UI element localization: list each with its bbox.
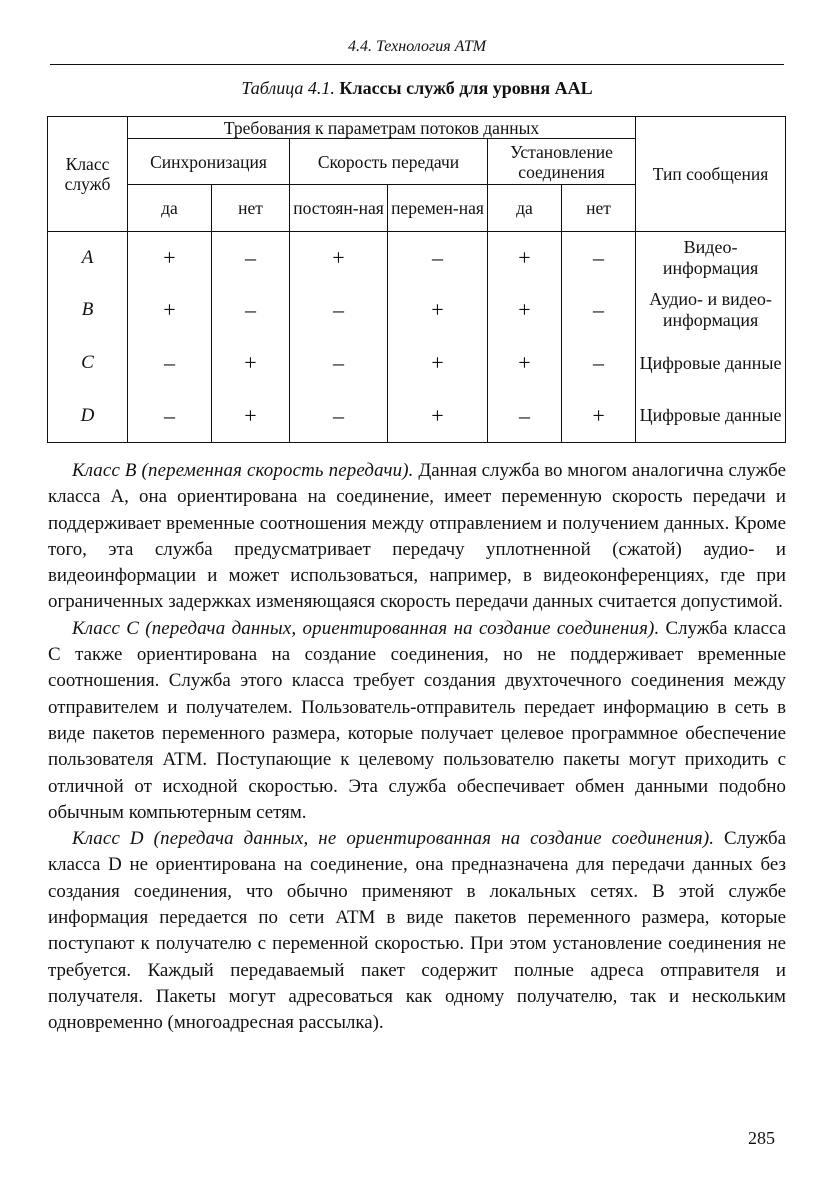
cell-rate-variable: – bbox=[388, 232, 488, 284]
header-rule bbox=[50, 64, 784, 65]
paragraph-class-c bbox=[48, 616, 786, 826]
cell-rate-variable: + bbox=[388, 390, 488, 443]
header-synchronization: Синхронизация bbox=[128, 139, 290, 185]
paragraph-class-b bbox=[48, 458, 786, 616]
cell-sync-no: – bbox=[212, 232, 290, 284]
header-sync-no: нет bbox=[212, 185, 290, 232]
cell-rate-constant: – bbox=[290, 284, 388, 337]
running-head: 4.4. Технология ATM bbox=[347, 38, 487, 55]
row-class-label: D bbox=[48, 390, 128, 443]
cell-rate-constant: – bbox=[290, 337, 388, 390]
paragraph-lead: Класс B (переменная скорость передачи). bbox=[72, 460, 414, 481]
cell-conn-yes: + bbox=[488, 337, 562, 390]
table-caption-number: Таблица 4.1. bbox=[241, 78, 335, 98]
cell-rate-variable: + bbox=[388, 337, 488, 390]
cell-rate-constant: + bbox=[290, 232, 388, 284]
table-row bbox=[48, 337, 786, 390]
body-text bbox=[48, 458, 786, 1037]
cell-sync-yes: + bbox=[128, 232, 212, 284]
cell-conn-no: – bbox=[562, 337, 636, 390]
cell-sync-yes: – bbox=[128, 390, 212, 443]
header-flow-requirements: Требования к параметрам потоков данных bbox=[128, 117, 636, 139]
row-class-label: C bbox=[48, 337, 128, 390]
header-transfer-rate: Скорость передачи bbox=[290, 139, 488, 185]
cell-rate-variable: + bbox=[388, 284, 488, 337]
header-message-type: Тип сообщения bbox=[636, 117, 786, 232]
service-classes-table bbox=[47, 116, 786, 443]
cell-sync-yes: + bbox=[128, 284, 212, 337]
cell-conn-yes: + bbox=[488, 232, 562, 284]
cell-message-type: Видео-информация bbox=[636, 232, 786, 284]
header-service-class: Класс служб bbox=[48, 117, 128, 232]
header-rate-constant: постоян-ная bbox=[290, 185, 388, 232]
paragraph-body: Данная служба во многом аналогична службе класса A, она ориентирована на соединение, имеет переменную скорость передачи и поддерживает временные соотношения между отправлением и получением данных. Кроме того, эта служба предусматривает передачу уплотненной (сжатой) аудио- и видеоинформации и может использоваться, например, в видеоконференциях, где при ограниченных задержках изменяющаяся скорость передачи данных считается допустимой. bbox=[48, 460, 786, 613]
cell-conn-yes: – bbox=[488, 390, 562, 443]
cell-conn-no: – bbox=[562, 232, 636, 284]
page-number: 285 bbox=[748, 1128, 775, 1148]
paragraph-body: Служба класса D не ориентирована на соединение, она предназначена для передачи данных без создания соединения, что обычно применяют в локальных сетях. В этой службе информация передается по сети ATM в виде пакетов переменного размера, которые поступают к получателю с переменной скоростью. При этом установление соединения не требуется. Каждый передаваемый пакет содержит полные адреса отправителя и получателя. Пакеты могут адресоваться как одному получателю, так и нескольким одновременно (многоадресная рассылка). bbox=[48, 828, 786, 1034]
paragraph-class-d bbox=[48, 826, 786, 1036]
cell-conn-no: + bbox=[562, 390, 636, 443]
paragraph-lead: Класс C (передача данных, ориентированная на создание соединения). bbox=[72, 617, 660, 639]
cell-rate-constant: – bbox=[290, 390, 388, 443]
header-sync-yes: да bbox=[128, 185, 212, 232]
cell-message-type: Цифровые данные bbox=[636, 390, 786, 443]
header-connection-setup: Установление соединения bbox=[488, 139, 636, 185]
cell-message-type: Аудио- и видео-информация bbox=[636, 284, 786, 337]
cell-sync-no: – bbox=[212, 284, 290, 337]
header-conn-yes: да bbox=[488, 185, 562, 232]
cell-sync-no: + bbox=[212, 337, 290, 390]
paragraph-lead: Класс D (передача данных, не ориентированная на создание соединения). bbox=[72, 828, 715, 850]
row-class-label: B bbox=[48, 284, 128, 337]
row-class-label: A bbox=[48, 232, 128, 284]
table-row bbox=[48, 390, 786, 443]
cell-message-type: Цифровые данные bbox=[636, 337, 786, 390]
table-row bbox=[48, 284, 786, 337]
paragraph-body: Служба класса C также ориентирована на создание соединения, но не поддерживает временные соотношения. Служба этого класса требует создания двухточечного соединения между отправителем и получателем. Пользователь-отправитель передает информацию в сеть в виде пакетов переменного размера, которые получает целевое программное обеспечение пользователя ATM. Поступающие к целевому пользователю пакеты могут приходить с отличной от исходной скоростью. Эта служба обеспечивает обмен данными подобно обычным компьютерным сетям. bbox=[48, 617, 786, 823]
cell-sync-yes: – bbox=[128, 337, 212, 390]
header-rate-variable: перемен-ная bbox=[388, 185, 488, 232]
cell-conn-yes: + bbox=[488, 284, 562, 337]
header-conn-no: нет bbox=[562, 185, 636, 232]
table-caption-title: Классы служб для уровня AAL bbox=[339, 78, 593, 98]
table-caption bbox=[48, 78, 786, 99]
cell-conn-no: – bbox=[562, 284, 636, 337]
table-row bbox=[48, 232, 786, 284]
cell-sync-no: + bbox=[212, 390, 290, 443]
